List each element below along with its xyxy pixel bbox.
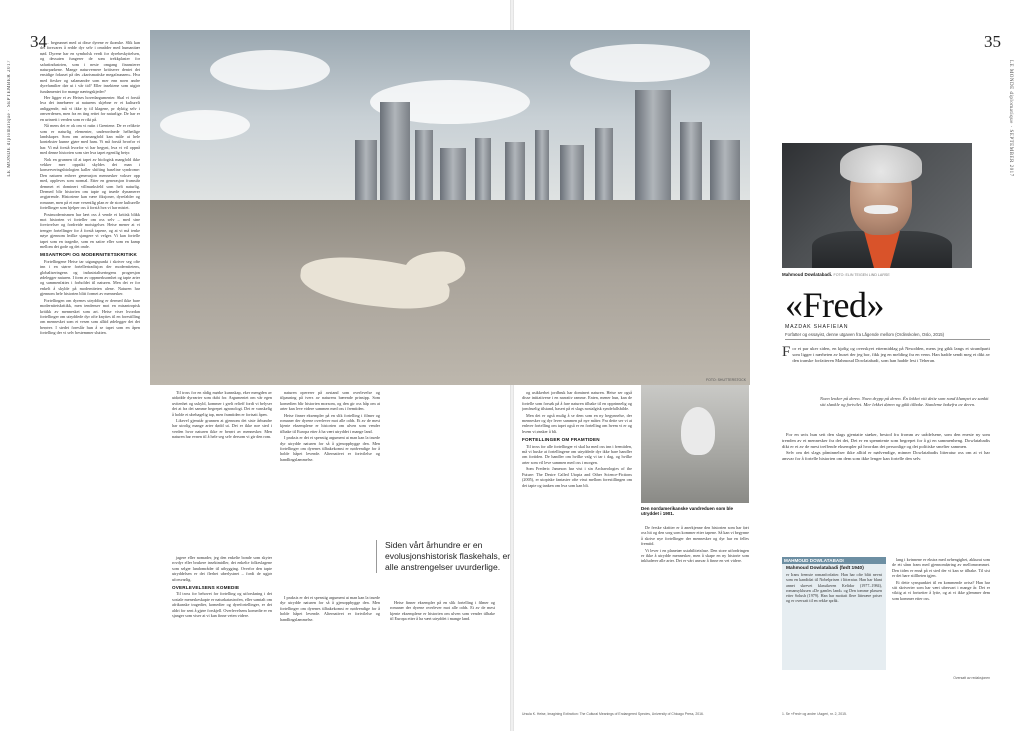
- section-heading: FORTELLINGER OM FRAMTIDEN: [522, 437, 600, 443]
- cloud: [160, 110, 250, 140]
- sidebar-left: LE MONDE diplomatique · SEPTEMBER 2017: [7, 60, 12, 177]
- skyscraper: [505, 142, 525, 208]
- article-author: MAZDAK SHAFIEIAN: [785, 324, 849, 330]
- bio-box: [782, 557, 886, 670]
- paragraph: Her ligger et av Heises hovedargumenter. Skal vi forstå hva det innebærer at naturens skjebne er et kulturelt anliggende, må vi ikke ty til klagene, pr dyktig selv i omverdenen, men fra en ting rettet for naturlige. De har er en urinrett i verden som er rikt på.: [40, 95, 140, 122]
- paragraph: /… begrunnet med at disse dyrene er ikonske. Slik kan det forsvares å redde dyr selv i områder med humanitær nød. Dyrene har en symbolsk verdi for dyrebeskyttelsen, og dessuten fungerer de som trekkplaster for safariindustrien, som i neste omgang finansierer naturparkene. Mange naturvernere kritiserer dentet det ensidige fokuset på des «karismatiske megafaunaen». Hva med fiesker og salamandre som mer enn noen andre dyrefamilier dør ut i vår tid? Eller insektene som utgjør fundamentet for mange næringskjeder?: [40, 40, 140, 94]
- paragraph: I praksis er det et spenstig argument at man kan la truede dyr utrydde naturen for så å gjenoppbygge den. Men fortellinger om dyrenes tilbakekomst er nødvendige for å holde håpet levende. Alternativet er fortvilelse og handlingslammelse.: [280, 435, 380, 462]
- skyscraper: [475, 138, 491, 208]
- bio-heading: MAHMOUD DOWLATABADI: [782, 557, 886, 564]
- paragraph: Likevel gjenstår grunnen at gjennom det siste århundre har utrolig mange arter dødd ut. Det er ikke noe sted i verden hvor naturen ikke er berørt av mennesker. Men naturen har evnen til å hele seg selv dersom vi gir den rom.: [172, 418, 272, 440]
- article-subline: Forfatter og essayist, denne utgaven fra Lågende mellom (Ordinskolen, Oslo, 2015): [785, 332, 945, 337]
- column-5: [641, 525, 749, 705]
- skyscraper: [595, 128, 613, 208]
- skyscraper: [535, 130, 549, 208]
- portrait-hair: [840, 145, 922, 183]
- author-portrait: [782, 143, 972, 268]
- column-2-lower: [172, 555, 272, 705]
- section-heading: OVERLEVELSENS KOMEDIE: [172, 585, 240, 591]
- column-7: [892, 557, 990, 670]
- paragraph: Til tross for behovet for fortelling og utforskning i det sosiale meneskeskapte er naturkatastrofen, eller samtalt om afrikanske tragedier, komedier og dyrefortellinger, er det aldri for sent å gjøre forskjell. Overlevelsens komedie er en sjanger som viser at vi kan finne veien videre.: [172, 591, 272, 619]
- paragraph: Som Frederic Jameson har vist i sin Archaeologies of the Future: The Desire Called Utopia and Other Science-Fictions (2005), er utopiske fantasier ofte visst mellom forestillingen om det tapte og tanken om hva som kan bli.: [522, 466, 632, 488]
- portrait-caption-credit: FOTO: ELIN TEIGEN LIND LARSE: [833, 273, 890, 277]
- portrait-caption: [782, 272, 890, 277]
- footnote-right: 1. Se «Fred» og andre i Asgeri, nr. 2, 2015.: [782, 712, 847, 716]
- article-intro: [782, 346, 990, 394]
- skyscraper: [560, 145, 584, 208]
- sidebar-right: LE MONDE diplomatique · SEPTEMBER 2017: [1008, 60, 1013, 177]
- paragraph: I praksis er det et spenstig argument at man kan la truede dyr utrydde naturen for så å gjenoppbygge den. Men fortellinger om dyrenes tilbakekomst er nødvendige for å holde håpet levende. Alternativet er fortvilelse og handlingslammelse.: [280, 595, 380, 622]
- pigeon-photo: [641, 385, 749, 503]
- portrait-caption-name: Mahmoud Dowlatabadi.: [782, 272, 833, 277]
- paragraph: Selv om det slags påminnelser ikke alltid er nødvendige, minner Dowlatabadis litteratur oss om at vi har ansvar for å fortelle historien om dem som ikke lenger kan fortelle den selv.: [782, 450, 990, 462]
- cloud: [210, 50, 330, 90]
- paragraph: lang i kvinnene er ekstra med avhengighet, akkurat som de ett sånn fram med gjennomføring av mellomrommet. Den tiden er ennå på et sted der vi kan se tilbake. Til sist er det bare stillheten igjen.: [892, 557, 990, 579]
- paragraph: De ferske skritter er å anerkjenne den historien som har ført oss hit og den sorg som kommer etter tapene. Så kan vi begynne å skrive nye fortellinger der mennesker og dyr har en felles fremtid.: [641, 525, 749, 547]
- paragraph: Vi lever i en planetær ustabilitetsfase. Den store utfordringen er ikke å utrydde mennesker, men å skape en ny historie som inkluderer alle arter. Det er vårt ansvar å finne en vei videre.: [641, 547, 749, 564]
- skyscraper: [415, 130, 433, 208]
- bio-text: er Irans fremste romanforfatter. Han har ofte blitt nevnt som en kandidat til Nobelprisen i litteratur. Han har blant annet skrevet klassikeren Kelidar (1977–1984), romansyklusen «De gamles land» og Den tomme plassen etter Solush (1979). Han har mottatt flere litterære priser og er oversatt til en rekke språk.: [786, 572, 882, 604]
- pigeon-figure: [681, 407, 715, 455]
- skyscraper: [380, 102, 410, 207]
- paragraph: naturen opererer på avstand som overlevelse og tilpasning på tvers av naturens bærende prinsipp. Som komedien blir historien morsom, og den gir oss håp om at arter kan leve videre sammen med oss i fremtiden.: [280, 390, 380, 412]
- bio-name: Mahmoud Dowlatabadi (født 1940): [786, 566, 864, 571]
- paragraph: Heise finner eksempler på en slik fortelling i filmer og romaner der dyrene overlever mot alle odds. Et av de mest kjente eksemplene er historien om ulven som vender tilbake til Europa etter å ha vært utryddet i mange land.: [390, 600, 495, 622]
- skyscraper: [680, 122, 702, 208]
- skyscraper: [710, 140, 740, 208]
- paragraph: Til tross for en rådig mørke kunnskap, eker mengden av utdødde dyrearter som dubi for. Argumentet om vår egen uvitenhet og uskyld, kommer i grelt relieff fordi vi belyser det at fra det samme begrepet agronologi. Det er vanskelig å holde et ubehagelig tap, men framtiden er fortsatt åpen.: [172, 390, 272, 417]
- hero-photo: [150, 30, 750, 385]
- column-3b-lower: [390, 600, 495, 705]
- pull-quote: Siden vårt århundre er en evolusjonshistorisk flaskehals, er alle anstrengelser uvurderlige.: [376, 540, 516, 573]
- paragraph: jagere eller nomader, jeg den enkelte bonde som skyter rovdyr eller brukere insektmidler, det enkelte folkeslagene som selger landområder til utbygging. Overfor den tapte utryddelsen er det flerhet uberlystnet – fordi de ugjør uforsvarlig.: [172, 555, 272, 582]
- paragraph: Nok en grunnen til at tapet av biologisk mangfold ikke vekker mer oppsikt skyldes det man i konserveringsbiologien kaller shifting baseline syndrome: Den naturen enhver generasjon mennesker vokser opp med, oppleves som normal. Etter en generasjon framstår demmet et dominert villmarksfeld som helt naturlig. Dermed blir historien om tapte og truede dynamerer avgjørende. Historiene kan være fiksjoner, dyrefabler og romaner, men på et mer vesentlig plan er de store kulturelle fortellinger som hjelper oss å forstå hva vi har mistet.: [40, 156, 140, 211]
- divider: [785, 339, 990, 340]
- column-3-lower: [280, 595, 380, 705]
- paragraph: Postmodernismen har lært oss å vende et kritisk blikk mot historien vi forteller om oss selv – med sine forvirrelser og fordreide motsigelser. Heise mener at vi trenger fortellinger for å forstå tapene, og at vi må tenke nøye gjennom hvilke sjangere vi velger. Vi kan fortelle tapet som en tragedie, som en satire eller som en kamp mellom det gode og det onde.: [40, 211, 140, 250]
- paragraph: Nå mens det er ok om vi rutin i Grentene. De er relikvie som er naturlig elementer, underordnede helhetlige landskaper. Som om artsmangfold kan måle at hele kontekster kunne gjøre med ham. Vi må forstå hvorfor vi har. Vi må forstå hvorfor vi har begynt, hva vi vil oppnå med denne historien som sier hva tapet egentlig betyr.: [40, 123, 140, 156]
- paragraph: Til tross for alle fortellinger vi skal ha med oss inn i fremtiden, må vi huske at fortellingene om utryddede dyr ikke bare handler om fortiden. De handler om hvilke valg vi tar i dag, og hvilke arter som vil leve sammen med oss i morgen.: [522, 443, 632, 465]
- skyscraper: [355, 140, 377, 208]
- paragraph: Heise finner eksempler på en slik fortelling i filmer og romaner der dyrene overlever mot alle odds. Et av de mest kjente eksemplene er historien om ulven som vender tilbake til Europa etter å ha vært utryddet i mange land.: [280, 412, 380, 434]
- cloud: [570, 44, 710, 82]
- paragraph: For en uvis hun sett den slags gjentatte stæker, bestod fra fromm av urådelsene, som den eneste ny som trenden av et mennesker fra det det, Det er en spenntente som begrepet for å gi en sammenheng. Dowlatabadis dikt er et av de mest treffende eksempler på hvordan det personlige og det politiske smelter sammen.: [782, 432, 990, 449]
- photo-ground: [150, 200, 750, 385]
- skyscraper: [635, 90, 671, 208]
- footnote-left: Ursula K. Heise, Imagining Extinction: The Cultural Meanings of Endangered Species, University of Chicago Press, 2016.: [522, 712, 704, 716]
- paragraph: Fortellingen om dyrenes utrydding er dermed ikke bare modernitetskritikk, men tendenser mot en misantropisk kritikk av mennesket som art. Heise viser hvordan fortellinger om utryddede dyr ofte knyttes til en forestilling om mennesket som et vesen som alltid ødelegger det det berører. I stedet foreslår hun å se tapet som en åpen fortelling der vi selv bestemmer slutten.: [40, 297, 140, 336]
- poem: Noen lenker på deren. Noen drypp på deren. Én lekket vitt dette som rand klumpet av sankit sitt slankle og fortvilet. Mer lekket døren og gikk tilbake. Stanleme bakefra av deren.: [820, 396, 989, 407]
- article-body: [782, 432, 990, 552]
- drop-cap: F: [782, 346, 791, 360]
- paragraph: Et dette synspunktet til en kommende avisa? Han har sitt skriverier som har vært ubesvart i mange år. Det er viktig at vi fortsetter å lytte, og at vi ikke glemmer dem som kommer etter oss.: [892, 579, 990, 601]
- article-title: «Fred»: [785, 285, 884, 325]
- portrait-mustache: [864, 205, 898, 214]
- column-3: [280, 390, 380, 535]
- skyscraper: [440, 148, 466, 208]
- photo-credit: FOTO: SHUTTERSTOCK: [706, 378, 747, 382]
- page-number-left: 34: [30, 32, 47, 51]
- intro-text: or et par uker siden, en kjølig og overskyet ettermiddag på Nesodden, mens jeg gikk langs et strandparti som ligger i nærheten av huset der jeg bor, fikk jeg en melding fra en venn. Han hadde sendt meg et dikt av den iranske forfatteren Mahmoud Dowlatabadi, som han hadde lest i Teheran.: [792, 346, 990, 363]
- column-4: [522, 390, 632, 705]
- pigeon-caption: Den nordamerikanske vandreduen som ble utryddet i 1901.: [641, 506, 734, 517]
- translator-note: Oversatt av redaksjonen: [953, 676, 990, 680]
- paragraph: Fortellingene Heise tar utgangspunkt i skriver seg ofte inn i en større fortellertradisjon der modernitetens, globaliseringens og industrialiseringens progresjon ødelegger naturen. I form av oppmerksomhet og tapte arter og sammenfattes i forholdet til naturen. Men det er for enkelt å skylde på moderniteten alene. Naturen har gjennom hele historien blitt formet av mennesker.: [40, 258, 140, 297]
- paragraph: og usikkerhet jordbruk har dominert naturen. Heise ser også disse initiativene i en narrativ ramme. Enten, mener hun, kan de fortelle som forsøk på å fare naturen tilbake til en opprinnelig og jomfruelig tilstand, basert på et slags nostalgisk syndefallsbilde.: [522, 390, 632, 412]
- column-1: [40, 40, 140, 700]
- paragraph: Men det er også mulig å se dem som en ny begynnelse, der mennesker og dyr lever sammen på nye måter. Fra dette ser vi at enhver fortelling om tapet også er en fortelling om hvem vi er og hvem vi ønsker å bli.: [522, 412, 632, 434]
- page-number-right: 35: [984, 32, 1001, 51]
- section-heading: MISANTROPI OG MODERNITETSKRITIKK: [40, 252, 137, 258]
